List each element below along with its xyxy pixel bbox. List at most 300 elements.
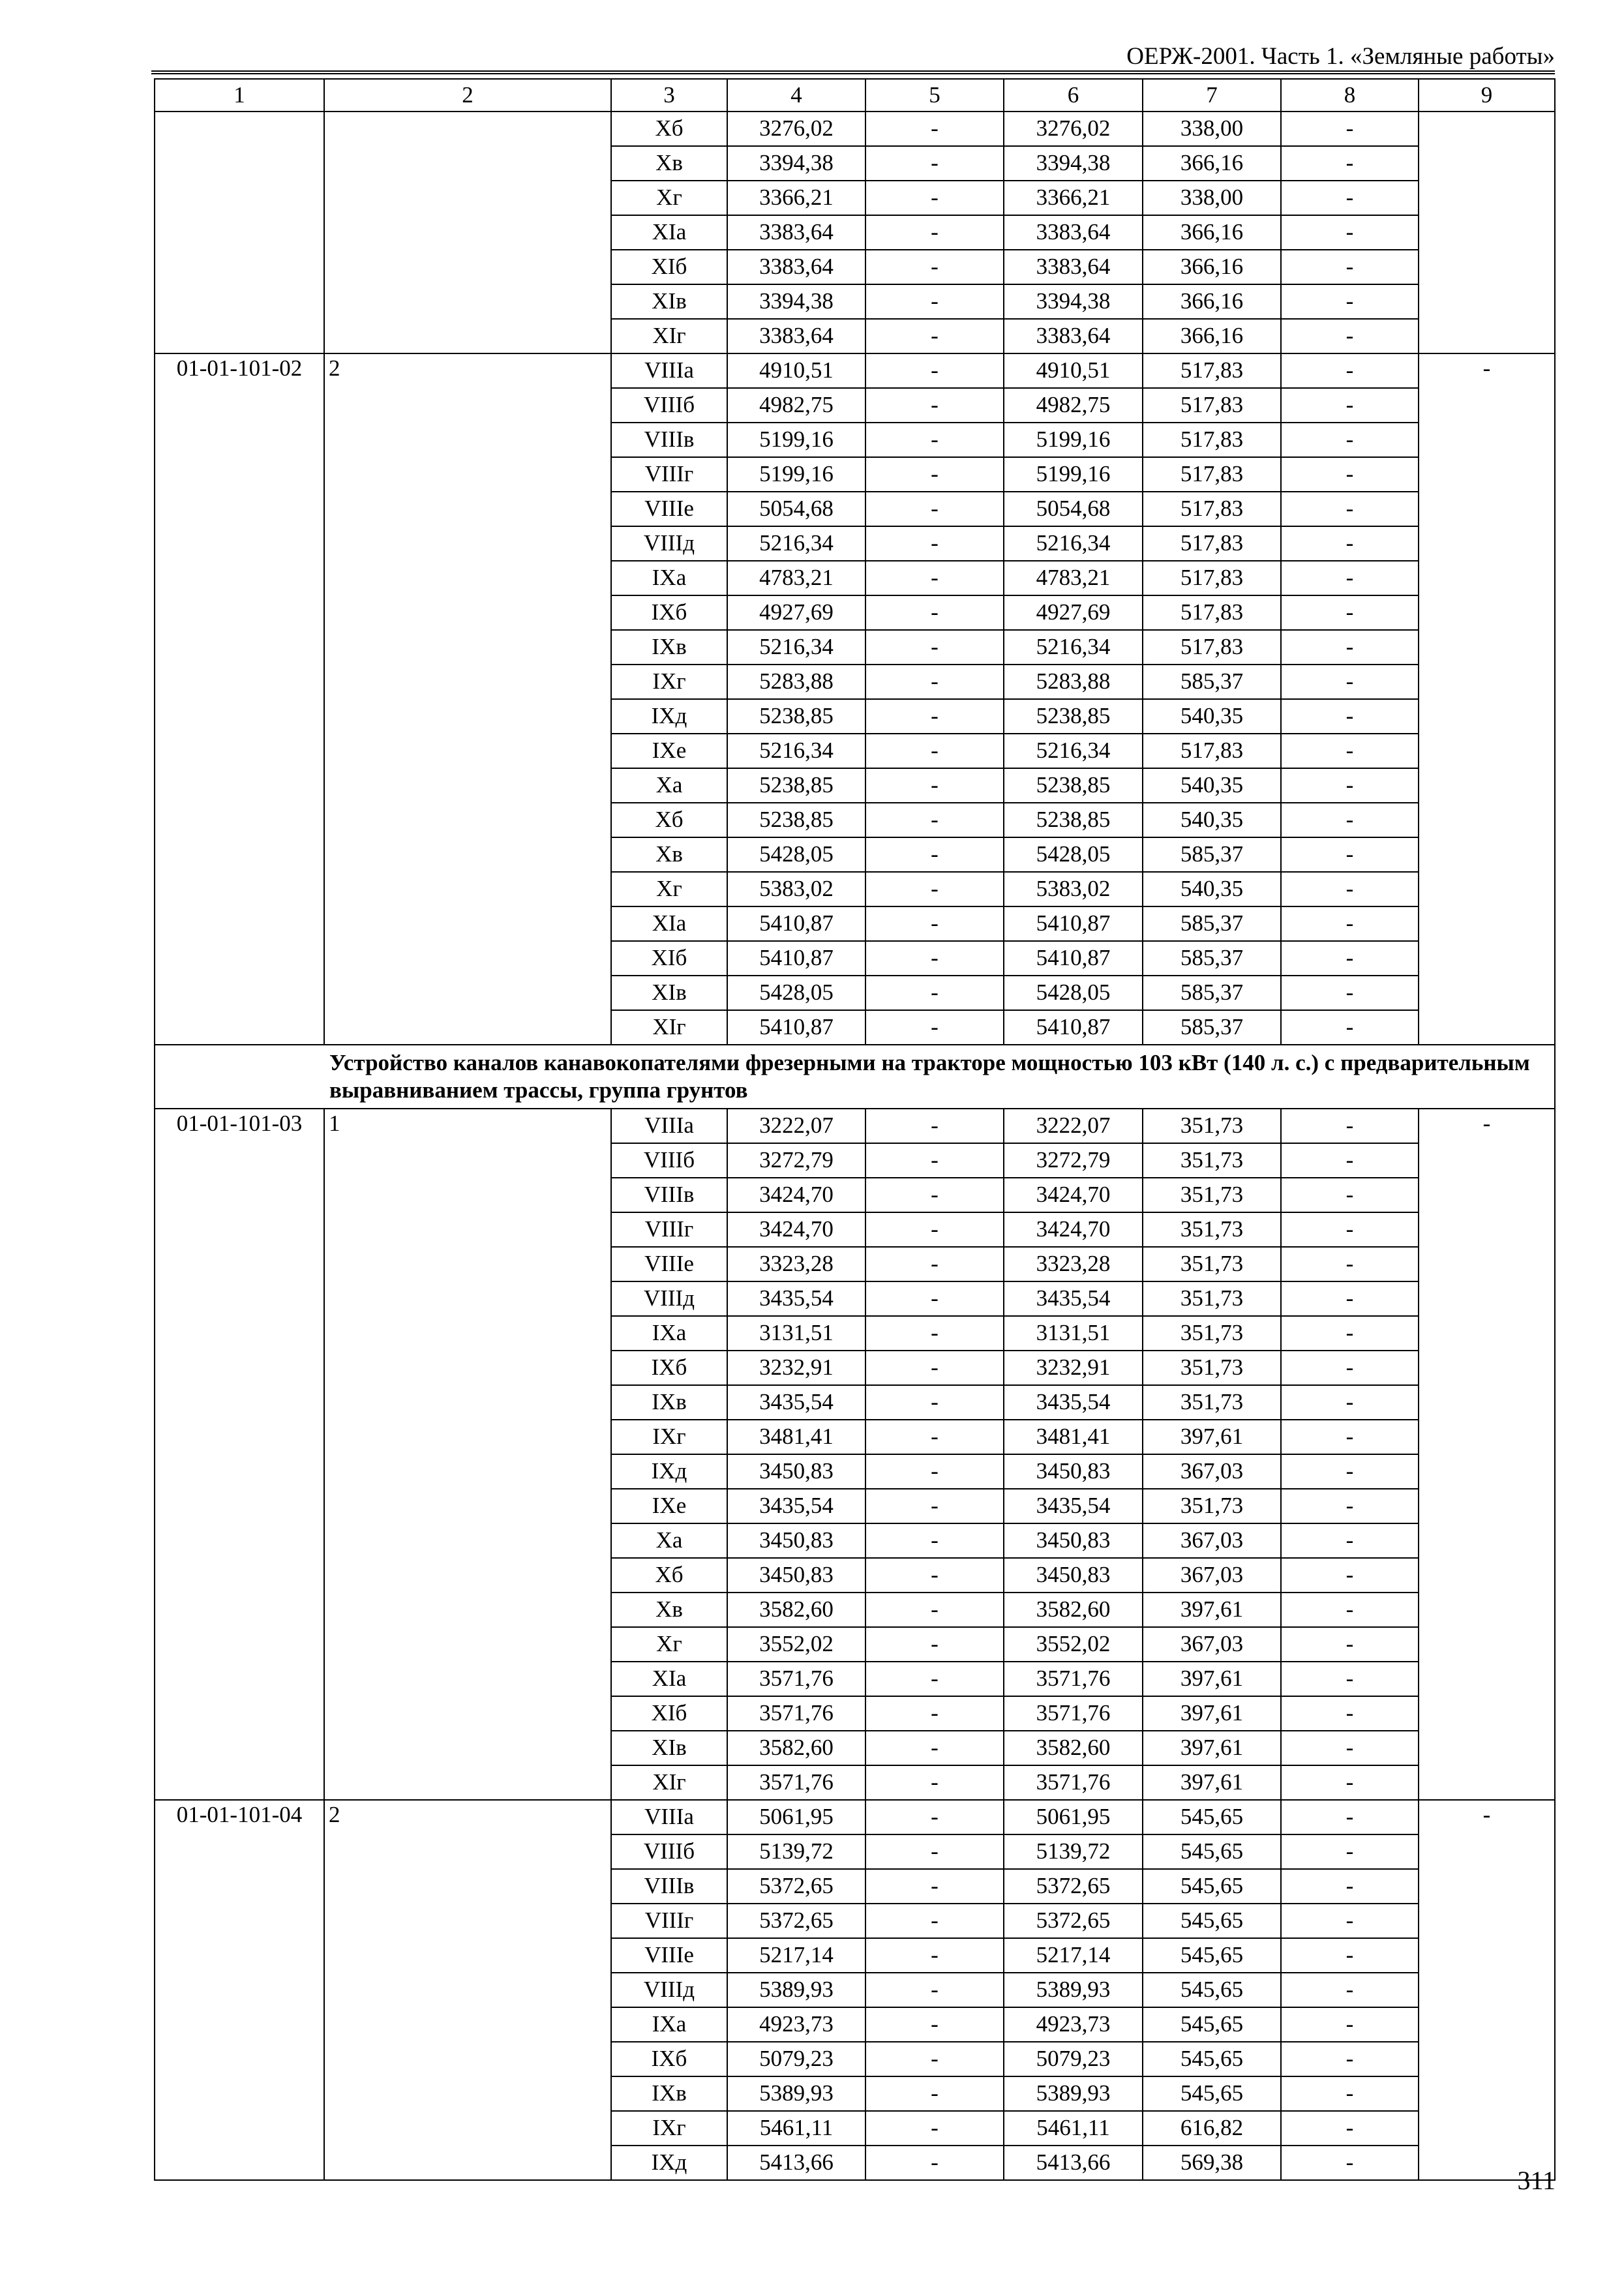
table-cell: - xyxy=(1281,1904,1419,1938)
table-cell: - xyxy=(1281,699,1419,734)
table-cell: - xyxy=(865,1869,1004,1904)
table-cell: XIг xyxy=(611,319,727,353)
table-cell: IXа xyxy=(611,561,727,595)
table-cell: XIб xyxy=(611,250,727,284)
table-cell: Xв xyxy=(611,146,727,181)
soil-group-cell: 2 xyxy=(324,353,611,1045)
table-cell: 367,03 xyxy=(1143,1523,1281,1558)
table-cell: 3383,64 xyxy=(1004,215,1143,250)
column-header: 3 xyxy=(611,79,727,112)
table-cell: 540,35 xyxy=(1143,768,1281,803)
table-cell: 545,65 xyxy=(1143,1834,1281,1869)
rates-table xyxy=(154,78,1556,2181)
table-cell: 4783,21 xyxy=(727,561,865,595)
table-cell: 3394,38 xyxy=(1004,146,1143,181)
table-cell: IXа xyxy=(611,2007,727,2042)
rate-code-cell: 01-01-101-03 xyxy=(155,1109,324,1800)
col9-cell: - xyxy=(1419,1109,1555,1800)
table-cell: - xyxy=(1281,837,1419,872)
column-header: 7 xyxy=(1143,79,1281,112)
table-cell: 3394,38 xyxy=(1004,284,1143,319)
table-cell: - xyxy=(1281,1800,1419,1834)
table-cell: - xyxy=(865,2007,1004,2042)
table-cell: 397,61 xyxy=(1143,1696,1281,1731)
table-cell: 3272,79 xyxy=(1004,1143,1143,1178)
table-cell: - xyxy=(865,1765,1004,1800)
table-cell: 517,83 xyxy=(1143,595,1281,630)
table-cell: - xyxy=(865,215,1004,250)
table-cell: - xyxy=(865,146,1004,181)
table-cell: 5216,34 xyxy=(727,630,865,665)
table-cell: - xyxy=(1281,1627,1419,1662)
table-cell: - xyxy=(865,1938,1004,1973)
table-cell: - xyxy=(1281,388,1419,423)
table-cell: 545,65 xyxy=(1143,1800,1281,1834)
table-cell: - xyxy=(1281,146,1419,181)
table-cell: - xyxy=(1281,1523,1419,1558)
table-cell: 351,73 xyxy=(1143,1212,1281,1247)
table-cell: - xyxy=(1281,1420,1419,1454)
table-cell: - xyxy=(865,1351,1004,1385)
table-cell: 351,73 xyxy=(1143,1281,1281,1316)
table-cell: - xyxy=(1281,734,1419,768)
rate-code-cell: 01-01-101-04 xyxy=(155,1800,324,2180)
column-header: 9 xyxy=(1419,79,1555,112)
table-cell: 3435,54 xyxy=(727,1489,865,1523)
table-cell: - xyxy=(865,1523,1004,1558)
table-cell: 3435,54 xyxy=(1004,1385,1143,1420)
table-cell: - xyxy=(1281,1869,1419,1904)
table-cell: 585,37 xyxy=(1143,665,1281,699)
table-cell: IXа xyxy=(611,1316,727,1351)
table-cell: VIIIб xyxy=(611,1143,727,1178)
table-cell: 5372,65 xyxy=(727,1869,865,1904)
table-cell: - xyxy=(865,941,1004,976)
table-cell: 3582,60 xyxy=(1004,1593,1143,1627)
table-cell: - xyxy=(1281,319,1419,353)
table-cell: 5410,87 xyxy=(1004,941,1143,976)
table-cell: 351,73 xyxy=(1143,1247,1281,1281)
table-cell: 5410,87 xyxy=(727,941,865,976)
table-cell: 5199,16 xyxy=(1004,423,1143,457)
table-cell: - xyxy=(865,423,1004,457)
table-cell: 3571,76 xyxy=(1004,1696,1143,1731)
table-cell: VIIIе xyxy=(611,492,727,526)
table-cell: - xyxy=(1281,1593,1419,1627)
table-cell: - xyxy=(1281,181,1419,215)
table-cell: 5217,14 xyxy=(727,1938,865,1973)
table-cell: - xyxy=(1281,1143,1419,1178)
table-cell: - xyxy=(865,630,1004,665)
table-cell: VIIIг xyxy=(611,1212,727,1247)
table-cell: 5461,11 xyxy=(727,2111,865,2146)
running-header xyxy=(151,38,1555,74)
table-cell: - xyxy=(865,1109,1004,1143)
table-cell: 540,35 xyxy=(1143,872,1281,906)
table-cell: 5372,65 xyxy=(1004,1904,1143,1938)
table-cell: 517,83 xyxy=(1143,526,1281,561)
table-cell: - xyxy=(1281,1973,1419,2007)
table-cell: IXд xyxy=(611,1454,727,1489)
table-cell: 3571,76 xyxy=(727,1696,865,1731)
table-cell: - xyxy=(865,595,1004,630)
table-cell: 367,03 xyxy=(1143,1627,1281,1662)
table-cell: 5079,23 xyxy=(1004,2042,1143,2076)
table-cell: - xyxy=(865,1489,1004,1523)
table-cell: 5283,88 xyxy=(1004,665,1143,699)
soil-group-cell: 1 xyxy=(324,1109,611,1800)
table-cell: 545,65 xyxy=(1143,2042,1281,2076)
table-cell: IXг xyxy=(611,1420,727,1454)
table-cell: - xyxy=(1281,353,1419,388)
table-cell: - xyxy=(1281,906,1419,941)
table-cell: - xyxy=(1281,768,1419,803)
table-cell: 5199,16 xyxy=(727,423,865,457)
table-cell: 3383,64 xyxy=(727,319,865,353)
table-cell: - xyxy=(1281,1662,1419,1696)
section-title-row xyxy=(155,1045,1555,1109)
header-title: ОЕРЖ-2001. Часть 1. «Земляные работы» xyxy=(1126,43,1555,70)
table-cell: 3582,60 xyxy=(727,1593,865,1627)
table-cell: 3276,02 xyxy=(727,112,865,146)
table-cell: 4982,75 xyxy=(1004,388,1143,423)
table-cell: - xyxy=(865,803,1004,837)
table-cell: - xyxy=(1281,1834,1419,1869)
table-cell: - xyxy=(865,1420,1004,1454)
table-cell: - xyxy=(865,1904,1004,1938)
table-cell: VIIIг xyxy=(611,457,727,492)
table-cell: 3366,21 xyxy=(727,181,865,215)
table-cell: 3552,02 xyxy=(727,1627,865,1662)
table-cell: - xyxy=(865,1010,1004,1045)
table-cell: 3481,41 xyxy=(727,1420,865,1454)
table-cell: - xyxy=(865,906,1004,941)
table-cell: 3435,54 xyxy=(727,1385,865,1420)
table-cell: XIа xyxy=(611,906,727,941)
table-cell: 5428,05 xyxy=(727,976,865,1010)
table-cell: 3571,76 xyxy=(1004,1662,1143,1696)
table-cell: - xyxy=(865,1696,1004,1731)
table-cell: 585,37 xyxy=(1143,976,1281,1010)
column-header: 6 xyxy=(1004,79,1143,112)
table-cell: - xyxy=(1281,1765,1419,1800)
column-header: 4 xyxy=(727,79,865,112)
table-cell: 5216,34 xyxy=(1004,734,1143,768)
table-cell: - xyxy=(865,388,1004,423)
table-cell: 5428,05 xyxy=(1004,837,1143,872)
table-cell: 3383,64 xyxy=(727,215,865,250)
table-cell: - xyxy=(865,1316,1004,1351)
table-cell: VIIIд xyxy=(611,526,727,561)
table-cell: - xyxy=(865,2146,1004,2180)
table-cell: IXе xyxy=(611,734,727,768)
table-cell: 585,37 xyxy=(1143,1010,1281,1045)
table-cell: - xyxy=(865,1143,1004,1178)
table-row xyxy=(155,112,1555,146)
table-cell: - xyxy=(865,1385,1004,1420)
table-cell: 616,82 xyxy=(1143,2111,1281,2146)
table-cell: - xyxy=(1281,2146,1419,2180)
table-cell: 3222,07 xyxy=(1004,1109,1143,1143)
table-cell: 5389,93 xyxy=(727,2076,865,2111)
table-cell: - xyxy=(1281,1178,1419,1212)
table-cell: 3131,51 xyxy=(727,1316,865,1351)
table-cell: 366,16 xyxy=(1143,146,1281,181)
table-cell: - xyxy=(865,181,1004,215)
table-cell: 5054,68 xyxy=(1004,492,1143,526)
table-cell: 4982,75 xyxy=(727,388,865,423)
table-cell: 3232,91 xyxy=(727,1351,865,1385)
table-cell: Xа xyxy=(611,768,727,803)
table-cell: 3450,83 xyxy=(727,1454,865,1489)
table-cell: - xyxy=(865,1281,1004,1316)
table-cell: 5238,85 xyxy=(1004,699,1143,734)
column-header: 5 xyxy=(865,79,1004,112)
table-cell: Xа xyxy=(611,1523,727,1558)
table-cell: - xyxy=(865,526,1004,561)
table-row xyxy=(155,1109,1555,1143)
table-cell: - xyxy=(865,2042,1004,2076)
table-cell: VIIIв xyxy=(611,423,727,457)
table-cell: 3323,28 xyxy=(1004,1247,1143,1281)
table-cell: 3450,83 xyxy=(1004,1454,1143,1489)
table-cell: 5199,16 xyxy=(727,457,865,492)
table-cell: 3131,51 xyxy=(1004,1316,1143,1351)
table-cell: 5238,85 xyxy=(727,699,865,734)
table-cell: 5461,11 xyxy=(1004,2111,1143,2146)
table-cell: - xyxy=(865,1178,1004,1212)
table-cell: - xyxy=(1281,1010,1419,1045)
table-cell: 4927,69 xyxy=(727,595,865,630)
table-cell: - xyxy=(865,353,1004,388)
table-cell: - xyxy=(1281,941,1419,976)
table-cell: - xyxy=(865,250,1004,284)
table-cell: - xyxy=(865,1247,1004,1281)
table-cell: 5054,68 xyxy=(727,492,865,526)
table-cell: 351,73 xyxy=(1143,1109,1281,1143)
table-cell: 5372,65 xyxy=(1004,1869,1143,1904)
table-cell: - xyxy=(865,284,1004,319)
table-cell: - xyxy=(1281,1212,1419,1247)
table-cell: IXг xyxy=(611,2111,727,2146)
table-cell: 545,65 xyxy=(1143,1938,1281,1973)
table-cell: 585,37 xyxy=(1143,941,1281,976)
table-cell: - xyxy=(865,1454,1004,1489)
table-cell: - xyxy=(865,2076,1004,2111)
column-header: 2 xyxy=(324,79,611,112)
col9-cell: - xyxy=(1419,353,1555,1045)
table-cell: 366,16 xyxy=(1143,284,1281,319)
table-cell: - xyxy=(865,1834,1004,1869)
table-cell: 5139,72 xyxy=(727,1834,865,1869)
table-cell: 5389,93 xyxy=(727,1973,865,2007)
table-cell: VIIIа xyxy=(611,353,727,388)
col9-cell xyxy=(1419,112,1555,353)
table-cell: 3582,60 xyxy=(1004,1731,1143,1765)
table-cell: 5216,34 xyxy=(727,526,865,561)
table-cell: IXв xyxy=(611,630,727,665)
table-cell: - xyxy=(865,837,1004,872)
table-cell: 366,16 xyxy=(1143,215,1281,250)
header-rule xyxy=(151,73,1555,74)
table-cell: 3571,76 xyxy=(1004,1765,1143,1800)
table-cell: XIб xyxy=(611,1696,727,1731)
table-cell: - xyxy=(1281,561,1419,595)
table-cell: 351,73 xyxy=(1143,1178,1281,1212)
table-cell: 5428,05 xyxy=(1004,976,1143,1010)
table-cell: Xб xyxy=(611,1558,727,1593)
table-cell: - xyxy=(1281,284,1419,319)
table-cell: 5283,88 xyxy=(727,665,865,699)
table-cell: IXб xyxy=(611,1351,727,1385)
table-cell: 5238,85 xyxy=(1004,803,1143,837)
table-cell: 517,83 xyxy=(1143,734,1281,768)
table-cell: - xyxy=(865,1593,1004,1627)
table-cell: VIIIб xyxy=(611,388,727,423)
table-cell: 3582,60 xyxy=(727,1731,865,1765)
table-cell: - xyxy=(1281,1316,1419,1351)
table-cell: 3366,21 xyxy=(1004,181,1143,215)
table-cell: Xб xyxy=(611,803,727,837)
table-cell: XIв xyxy=(611,976,727,1010)
table-cell: 3383,64 xyxy=(727,250,865,284)
table-cell: - xyxy=(1281,630,1419,665)
table-cell: - xyxy=(1281,526,1419,561)
table-cell: XIа xyxy=(611,1662,727,1696)
table-cell: 351,73 xyxy=(1143,1316,1281,1351)
table-cell: - xyxy=(865,457,1004,492)
table-cell: 397,61 xyxy=(1143,1731,1281,1765)
table-cell: 545,65 xyxy=(1143,2007,1281,2042)
table-cell: 569,38 xyxy=(1143,2146,1281,2180)
table-cell: - xyxy=(1281,250,1419,284)
table-cell: - xyxy=(1281,1109,1419,1143)
table-cell: Xб xyxy=(611,112,727,146)
table-cell: 5217,14 xyxy=(1004,1938,1143,1973)
table-cell: Xв xyxy=(611,837,727,872)
table-cell: XIб xyxy=(611,941,727,976)
table-cell: 3424,70 xyxy=(727,1178,865,1212)
table-cell: - xyxy=(1281,2042,1419,2076)
table-cell: 3232,91 xyxy=(1004,1351,1143,1385)
table-cell: 366,16 xyxy=(1143,319,1281,353)
table-cell: 5410,87 xyxy=(1004,906,1143,941)
table-cell: 397,61 xyxy=(1143,1593,1281,1627)
table-cell: 517,83 xyxy=(1143,423,1281,457)
table-cell: - xyxy=(1281,1696,1419,1731)
table-row xyxy=(155,353,1555,388)
table-cell: XIв xyxy=(611,284,727,319)
table-cell: 3450,83 xyxy=(1004,1523,1143,1558)
table-cell: - xyxy=(865,1973,1004,2007)
table-cell: IXв xyxy=(611,1385,727,1420)
table-cell: 517,83 xyxy=(1143,561,1281,595)
table-cell: 545,65 xyxy=(1143,1973,1281,2007)
col9-cell: - xyxy=(1419,1800,1555,2180)
column-number-row xyxy=(155,79,1555,112)
table-cell: 338,00 xyxy=(1143,181,1281,215)
table-cell: 5389,93 xyxy=(1004,1973,1143,2007)
table-cell: 5372,65 xyxy=(727,1904,865,1938)
table-cell: - xyxy=(1281,665,1419,699)
table-cell: 351,73 xyxy=(1143,1385,1281,1420)
table-cell: 4910,51 xyxy=(1004,353,1143,388)
table-cell: 4910,51 xyxy=(727,353,865,388)
table-cell: - xyxy=(1281,492,1419,526)
table-cell: - xyxy=(865,319,1004,353)
table-cell: 3481,41 xyxy=(1004,1420,1143,1454)
table-cell: 545,65 xyxy=(1143,1904,1281,1938)
table-cell: - xyxy=(1281,1454,1419,1489)
table-cell: 4927,69 xyxy=(1004,595,1143,630)
table-cell: - xyxy=(1281,1247,1419,1281)
table-cell: - xyxy=(1281,2076,1419,2111)
table-cell: XIв xyxy=(611,1731,727,1765)
rate-code-cell: 01-01-101-02 xyxy=(155,353,324,1045)
table-cell: 5413,66 xyxy=(1004,2146,1143,2180)
rate-code-cell xyxy=(155,112,324,353)
section-title: Устройство каналов канавокопателями фрезерными на тракторе мощностью 103 кВт (140 л. с.) с предварительным выравниванием трассы, группа грунтов xyxy=(324,1045,1555,1109)
table-cell: - xyxy=(1281,976,1419,1010)
table-cell: - xyxy=(865,1800,1004,1834)
table-cell: 3424,70 xyxy=(1004,1178,1143,1212)
table-cell: 5216,34 xyxy=(1004,630,1143,665)
table-cell: - xyxy=(1281,872,1419,906)
table-cell: 367,03 xyxy=(1143,1454,1281,1489)
soil-group-cell: 2 xyxy=(324,1800,611,2180)
table-cell: 3394,38 xyxy=(727,146,865,181)
table-cell: IXб xyxy=(611,2042,727,2076)
table-cell: 517,83 xyxy=(1143,492,1281,526)
table-cell: 585,37 xyxy=(1143,837,1281,872)
table-cell: 3435,54 xyxy=(727,1281,865,1316)
table-cell: - xyxy=(1281,112,1419,146)
table-cell: VIIIг xyxy=(611,1904,727,1938)
table-cell: 5238,85 xyxy=(1004,768,1143,803)
table-cell: 545,65 xyxy=(1143,2076,1281,2111)
table-cell: 3450,83 xyxy=(727,1523,865,1558)
table-cell: Xг xyxy=(611,872,727,906)
table-cell: - xyxy=(1281,1281,1419,1316)
table-cell: VIIIа xyxy=(611,1800,727,1834)
table-cell: 5238,85 xyxy=(727,768,865,803)
table-cell: - xyxy=(1281,457,1419,492)
table-cell: 5413,66 xyxy=(727,2146,865,2180)
table-cell: - xyxy=(1281,1489,1419,1523)
table-cell: - xyxy=(865,1662,1004,1696)
table-cell: VIIIв xyxy=(611,1178,727,1212)
table-cell: - xyxy=(1281,1385,1419,1420)
table-cell: 3450,83 xyxy=(1004,1558,1143,1593)
table-cell: 3222,07 xyxy=(727,1109,865,1143)
table-cell: 3571,76 xyxy=(727,1662,865,1696)
header-rule xyxy=(151,70,1555,72)
table-cell: - xyxy=(1281,595,1419,630)
table-cell: 517,83 xyxy=(1143,353,1281,388)
table-cell: - xyxy=(865,2111,1004,2146)
table-cell: - xyxy=(1281,2111,1419,2146)
table-cell: 5428,05 xyxy=(727,837,865,872)
table-cell: 540,35 xyxy=(1143,803,1281,837)
table-cell: 3571,76 xyxy=(727,1765,865,1800)
table-cell: 3435,54 xyxy=(1004,1489,1143,1523)
table-cell: 3450,83 xyxy=(727,1558,865,1593)
table-cell: 5199,16 xyxy=(1004,457,1143,492)
table-cell: VIIIа xyxy=(611,1109,727,1143)
table-cell: 517,83 xyxy=(1143,388,1281,423)
table-cell: 517,83 xyxy=(1143,630,1281,665)
table-cell: 397,61 xyxy=(1143,1765,1281,1800)
